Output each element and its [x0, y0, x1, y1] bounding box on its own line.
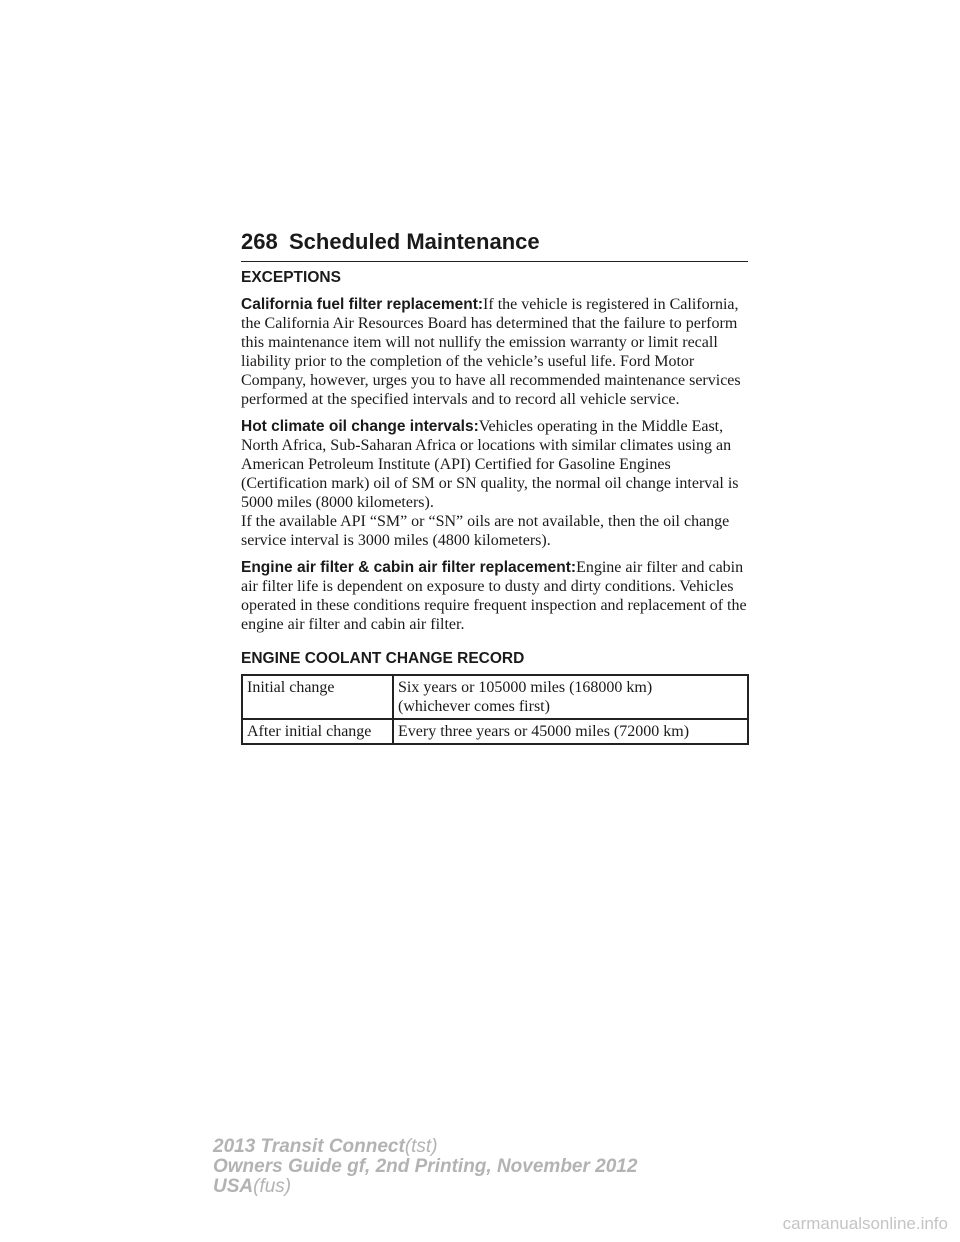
coolant-record-table [241, 674, 749, 745]
table-row [242, 675, 748, 719]
footer-line-3 [213, 1177, 637, 1197]
footer-model-code: (tst) [404, 1136, 438, 1157]
paragraph-lead: Hot climate oil change intervals: [241, 418, 479, 435]
paragraph-text: Vehicles operating in the Middle East, North Africa, Sub-Saharan Africa or locations with similar climates using an American Petroleum Institute (API) Certified for Gasoline Engines (Certification mark) oil of SM or SN quality, the normal oil change interval is 5000 miles (8000 kilometers). [241, 418, 739, 511]
footer-line-1 [213, 1137, 637, 1157]
california-fuel-filter-paragraph [241, 295, 751, 409]
exceptions-heading: EXCEPTIONS [241, 269, 341, 286]
footer-market-code: (fus) [253, 1176, 292, 1197]
paragraph-lead: California fuel filter replacement: [241, 296, 484, 313]
row-value [393, 675, 748, 719]
watermark: carmanualsonline.info [782, 1214, 948, 1233]
row-value-line: (whichever comes first) [398, 698, 550, 715]
footer-market: USA [213, 1176, 254, 1197]
paragraph-text: Engine air filter and cabin air filter life is dependent on exposure to dusty and dirty conditions. Vehicles operated in these conditions require frequent inspection and replacement of the engine air filter and cabin air filter. [241, 559, 747, 633]
row-value-line: Six years or 105000 miles (168000 km) [398, 679, 653, 696]
hot-climate-oil-continuation: If the available API “SM” or “SN” oils are not available, then the oil change service interval is 3000 miles (4800 kilometers). [241, 513, 730, 549]
footer-line-2 [213, 1157, 637, 1177]
paragraph-text: If the vehicle is registered in California, the California Air Resources Board has determined that the failure to perform this maintenance item will not nullify the emission warranty or limit recall liability prior to the completion of the vehicle’s useful life. Ford Motor Company, however, urges you to have all recommended maintenance services performed at the specified intervals and to record all vehicle service. [241, 296, 741, 408]
document-footer [213, 1137, 637, 1197]
page-header [241, 228, 748, 262]
row-value: Every three years or 45000 miles (72000 km) [393, 719, 748, 744]
row-label: Initial change [242, 675, 393, 719]
footer-printing: Owners Guide gf, 2nd Printing, November 2012 [213, 1156, 638, 1177]
paragraph-lead: Engine air filter & cabin air filter replacement: [241, 559, 577, 576]
air-filter-paragraph [241, 558, 751, 634]
hot-climate-oil-paragraph [241, 417, 751, 512]
footer-model: 2013 Transit Connect [213, 1136, 405, 1157]
page-content [241, 268, 751, 745]
coolant-record-heading: ENGINE COOLANT CHANGE RECORD [241, 650, 525, 667]
page-number: 268 [241, 229, 278, 254]
section-title: Scheduled Maintenance [289, 229, 540, 254]
row-label: After initial change [242, 719, 393, 744]
table-row [242, 719, 748, 744]
